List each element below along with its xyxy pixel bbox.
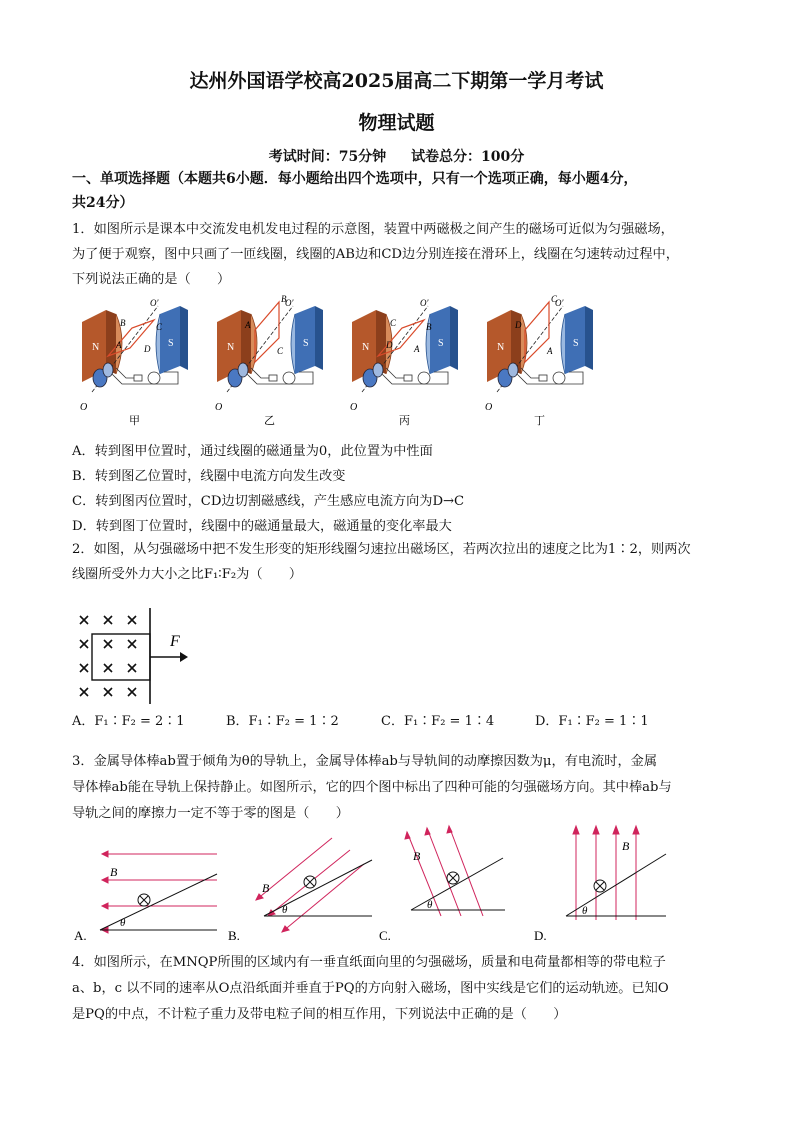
svg-text:A: A xyxy=(414,344,420,354)
q1-option-c: C．转到图丙位置时，CD边切割磁感线，产生感应电流方向为D→C xyxy=(72,494,465,509)
fig-label-bing: 丙 xyxy=(399,415,410,427)
svg-text:D: D xyxy=(144,344,151,354)
svg-text:C: C xyxy=(156,322,163,332)
fig-label-jia: 甲 xyxy=(129,415,140,427)
q2-option-c: C．F₁∶F₂ = 1∶4 xyxy=(381,714,495,729)
q4-line2: a、b，c 以不同的速率从O点沿纸面并垂直于PQ的方向射入磁场，图中实线是它们的运动轨迹。已知O xyxy=(72,981,669,996)
svg-text:N: N xyxy=(497,342,505,353)
generator-figure-yi xyxy=(215,294,323,427)
svg-text:B: B xyxy=(426,322,432,332)
q3-figures xyxy=(72,820,692,950)
svg-text:A: A xyxy=(116,340,122,350)
svg-text:S: S xyxy=(573,338,579,349)
svg-text:O′: O′ xyxy=(420,298,429,308)
q4-line1: 4．如图所示，在MNQP所围的区域内有一垂直纸面向里的匀强磁场，质量和电荷量都相等的带电粒子 xyxy=(72,955,666,970)
svg-text:θ: θ xyxy=(282,904,288,916)
q4-line3: 是PQ的中点，不计粒子重力及带电粒子间的相互作用，下列说法中正确的是（ ） xyxy=(72,1007,567,1022)
svg-text:O′: O′ xyxy=(285,298,294,308)
q1-line3: 下列说法正确的是（ ） xyxy=(72,272,231,287)
q1-line2: 为了便于观察，图中只画了一匝线圈，线圈的AB边和CD边分别连接在滑环上，线圈在匀速转动过程中， xyxy=(72,247,679,262)
q2-magnetic-field-figure xyxy=(72,600,202,710)
exam-time: 考试时间：75分钟 xyxy=(268,149,387,165)
svg-text:D: D xyxy=(386,340,393,350)
svg-text:A: A xyxy=(547,346,553,356)
axis-o-label: O xyxy=(80,402,88,413)
svg-text:O′: O′ xyxy=(555,298,564,308)
fig-label-yi: 乙 xyxy=(264,415,275,427)
force-label: F xyxy=(170,633,180,650)
exam-title: 达州外国语学校高2025届高二下期第一学月考试 xyxy=(189,70,604,92)
q3-theta-a: θ xyxy=(120,917,126,929)
svg-text:O: O xyxy=(485,402,493,413)
svg-text:θ: θ xyxy=(427,899,433,911)
svg-text:θ: θ xyxy=(582,905,588,917)
fig-label-ding: 丁 xyxy=(534,415,545,427)
q3-line1: 3．金属导体棒ab置于倾角为θ的导轨上，金属导体棒ab与导轨间的动摩擦因数为μ，有电流时，金属 xyxy=(72,754,658,769)
q2-option-d: D．F₁∶F₂ = 1∶1 xyxy=(535,714,649,729)
svg-text:S: S xyxy=(438,338,444,349)
svg-text:B: B xyxy=(413,849,421,863)
q3-figure-a xyxy=(74,851,217,943)
q3-fig-option-c: C. xyxy=(379,928,391,943)
q3-fig-option-d: D. xyxy=(534,928,547,943)
q3-fig-option-a: A. xyxy=(74,928,87,943)
q3-line3: 导轨之间的摩擦力一定不等于零的图是（ ） xyxy=(72,806,349,821)
svg-text:B: B xyxy=(281,294,287,304)
q3-fig-option-b: B. xyxy=(228,928,240,943)
magnet-n-label: N xyxy=(92,342,100,353)
q3-line2: 导体棒ab能在导轨上保持静止。如图所示，它的四个图中标出了四种可能的匀强磁场方向。其中棒ab与 xyxy=(72,780,672,795)
q1-line1: 1．如图所示是课本中交流发电机发电过程的示意图，装置中两磁极之间产生的磁场可近似为匀强磁场， xyxy=(72,222,674,237)
magnet-s-label: S xyxy=(168,338,174,349)
generator-figure-bing xyxy=(350,298,458,427)
q1-option-b: B．转到图乙位置时，线圈中电流方向发生改变 xyxy=(72,469,346,484)
generator-figure-ding xyxy=(485,294,593,427)
svg-text:S: S xyxy=(303,338,309,349)
q3-figure-c xyxy=(379,826,505,943)
svg-text:N: N xyxy=(362,342,370,353)
section-heading-line2: 共24分） xyxy=(72,195,134,211)
subject-title: 物理试题 xyxy=(358,112,435,134)
svg-text:B: B xyxy=(120,318,126,328)
generator-figure-jia xyxy=(80,298,188,427)
svg-text:O: O xyxy=(350,402,358,413)
q1-option-a: A．转到图甲位置时，通过线圈的磁通量为0，此位置为中性面 xyxy=(72,444,433,459)
axis-o2-label: O′ xyxy=(150,298,159,308)
q3-b-label-a: B xyxy=(110,865,118,879)
q2-line1: 2．如图，从匀强磁场中把不发生形变的矩形线圈匀速拉出磁场区，若两次拉出的速度之比为1∶2，则两次 xyxy=(72,542,691,557)
svg-text:B: B xyxy=(262,881,270,895)
svg-text:O: O xyxy=(215,402,223,413)
svg-text:D: D xyxy=(515,320,522,330)
svg-text:N: N xyxy=(227,342,235,353)
svg-text:C: C xyxy=(277,346,284,356)
svg-text:A: A xyxy=(245,320,251,330)
svg-text:C: C xyxy=(390,318,397,328)
q3-figure-d xyxy=(534,826,666,943)
exam-info xyxy=(0,146,793,166)
section-heading-line1: 一、单项选择题（本题共6小题．每小题给出四个选项中，只有一个选项正确，每小题4分， xyxy=(72,171,638,187)
q1-option-d: D．转到图丁位置时，线圈中的磁通量最大，磁通量的变化率最大 xyxy=(72,519,452,534)
q1-generator-figures xyxy=(72,292,612,427)
q3-figure-b xyxy=(228,838,372,943)
q2-option-a: A．F₁∶F₂ = 2∶1 xyxy=(72,714,185,729)
svg-text:B: B xyxy=(622,839,630,853)
q2-line2: 线圈所受外力大小之比F₁∶F₂为（ ） xyxy=(72,567,303,582)
q2-option-b: B．F₁∶F₂ = 1∶2 xyxy=(226,714,339,729)
svg-text:C: C xyxy=(551,294,558,304)
exam-score: 试卷总分：100分 xyxy=(411,149,525,165)
